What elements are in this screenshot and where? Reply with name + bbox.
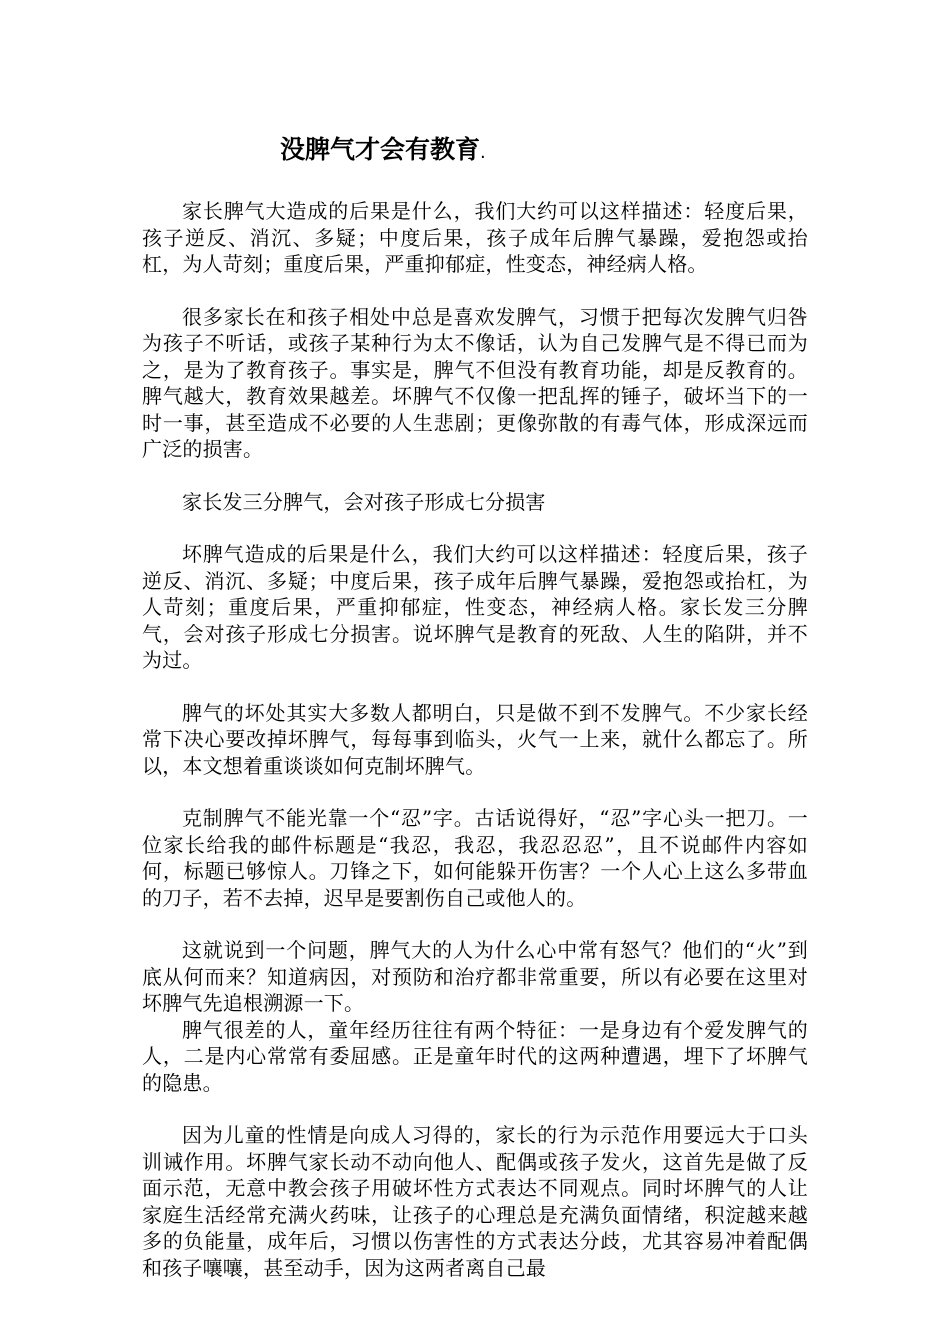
- paragraph-5: 克制脾气不能光靠一个“忍”字。古话说得好，“忍”字心头一把刀。一位家长给我的邮件标题是“我忍，我忍，我忍忍忍”，且不说邮件内容如何，标题已够惊人。刀锋之下，如何能躲开伤害？一个人心上这么多带血的刀子，若不去掉，迟早是要割伤自己或他人的。: [142, 806, 808, 910]
- section-heading: 家长发三分脾气，会对孩子形成七分损害: [182, 489, 546, 514]
- paragraph-1: 家长脾气大造成的后果是什么，我们大约可以这样描述：轻度后果，孩子逆反、消沉、多疑；中度后果，孩子成年后脾气暴躁，爱抱怨或抬杠，为人苛刻；重度后果，严重抑郁症，性变态，神经病人格。: [142, 199, 808, 276]
- paragraph-8: 因为儿童的性情是向成人习得的，家长的行为示范作用要远大于口头训诫作用。坏脾气家长动不动向他人、配偶或孩子发火，这首先是做了反面示范，无意中教会孩子用破坏性方式表达不同观点。同时坏脾气的人让家庭生活经常充满火药味，让孩子的心理总是充满负面情绪，积淀越来越多的负能量，成年后，习惯以伤害性的方式表达分歧，尤其容易冲着配偶和孩子嚷嚷，甚至动手，因为这两者离自己最: [142, 1123, 808, 1280]
- paragraph-6: 这就说到一个问题，脾气大的人为什么心中常有怒气？他们的“火”到底从何而来？知道病因，对预防和治疗都非常重要，所以有必要在这里对坏脾气先追根溯源一下。: [142, 938, 808, 1015]
- paragraph-2: 很多家长在和孩子相处中总是喜欢发脾气，习惯于把每次发脾气归咎为孩子不听话，或孩子某种行为太不像话，认为自己发脾气是不得已而为之，是为了教育孩子。事实是，脾气不但没有教育功能，却是反教育的。脾气越大，教育效果越差。坏脾气不仅像一把乱挥的锤子，破坏当下的一时一事，甚至造成不必要的人生悲剧；更像弥散的有毒气体，形成深远而广泛的损害。: [142, 304, 808, 461]
- paragraph-4: 脾气的坏处其实大多数人都明白，只是做不到不发脾气。不少家长经常下决心要改掉坏脾气，每每事到临头，火气一上来，就什么都忘了。所以，本文想着重谈谈如何克制坏脾气。: [142, 700, 808, 778]
- title-text: 没脾气才会有教育: [280, 135, 481, 164]
- document-body: [142, 198, 808, 1281]
- title-suffix: .: [480, 142, 486, 163]
- paragraph-7: 脾气很差的人，童年经历往往有两个特征：一是身边有个爱发脾气的人，二是内心常常有委屈感。正是童年时代的这两种遭遇，埋下了坏脾气的隐患。: [142, 1017, 808, 1095]
- document-title: [280, 134, 486, 169]
- paragraph-3: 坏脾气造成的后果是什么，我们大约可以这样描述：轻度后果，孩子逆反、消沉、多疑；中度后果，孩子成年后脾气暴躁，爱抱怨或抬杠，为人苛刻；重度后果，严重抑郁症，性变态，神经病人格。家长发三分脾气，会对孩子形成七分损害。说坏脾气是教育的死敌、人生的陷阱，并不为过。: [142, 542, 808, 672]
